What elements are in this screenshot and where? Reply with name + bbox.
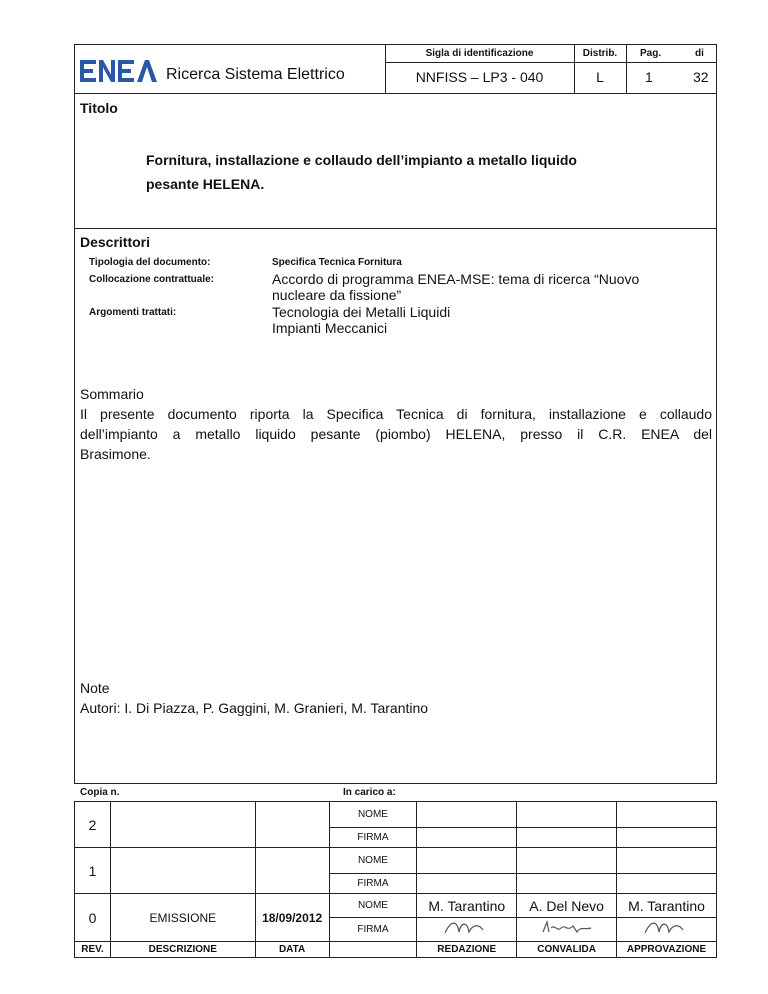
footer-empty (329, 942, 417, 958)
rev-number: 0 (75, 894, 111, 942)
redazione-signature (417, 918, 517, 942)
table-footer-row (75, 942, 717, 958)
descrittori-label: Descrittori (80, 234, 151, 250)
cell (417, 874, 517, 894)
footer-approvazione: APPROVAZIONE (617, 942, 717, 958)
of-value: 32 (693, 69, 709, 85)
cell (617, 848, 717, 874)
title-divider (74, 228, 717, 229)
note-label: Note (80, 680, 110, 696)
cell (517, 874, 617, 894)
title-line-2: pesante HELENA. (146, 176, 265, 192)
desc-val-argomenti-2: Impianti Meccanici (272, 320, 388, 336)
convalida-signature (517, 918, 617, 942)
nome-label: NOME (329, 894, 417, 918)
rev-number: 1 (75, 848, 111, 894)
rev-date (255, 802, 329, 848)
rev-number: 2 (75, 802, 111, 848)
signature-icon (437, 918, 497, 938)
title-line-1: Fornitura, installazione e collaudo dell’impianto a metallo liquido (146, 152, 577, 168)
nome-label: NOME (329, 848, 417, 874)
convalida-name: A. Del Nevo (517, 894, 617, 918)
rev-date (255, 848, 329, 894)
header-label-line (385, 62, 717, 63)
cell (417, 828, 517, 848)
approvazione-name: M. Tarantino (617, 894, 717, 918)
title-label: Titolo (80, 100, 118, 116)
approvazione-signature (617, 918, 717, 942)
rev-desc (110, 802, 255, 848)
rev-desc: EMISSIONE (110, 894, 255, 942)
cell (417, 848, 517, 874)
footer-redazione: REDAZIONE (417, 942, 517, 958)
signature-icon (637, 918, 697, 938)
sommario-line-1: Il presente documento riporta la Specifica Tecnica di fornitura, installazione e collaudo (80, 406, 712, 422)
rev-desc (110, 848, 255, 894)
footer-convalida: CONVALIDA (517, 942, 617, 958)
distrib-value: L (596, 69, 604, 85)
rev-date: 18/09/2012 (255, 894, 329, 942)
table-row (75, 802, 717, 828)
of-label: di (695, 48, 704, 59)
page-value: 1 (645, 69, 653, 85)
program-name: Ricerca Sistema Elettrico (166, 66, 345, 83)
footer-desc: DESCRIZIONE (110, 942, 255, 958)
table-row (75, 848, 717, 874)
desc-val-argomenti-1: Tecnologia dei Metalli Liquidi (272, 304, 451, 320)
desc-val-tipologia: Specifica Tecnica Fornitura (272, 257, 402, 268)
nome-label: NOME (329, 802, 417, 828)
id-label: Sigla di identificazione (425, 48, 534, 59)
sommario-line-3: Brasimone. (80, 446, 151, 462)
desc-key-collocazione: Collocazione contrattuale: (89, 274, 215, 285)
cell (517, 802, 617, 828)
header-divider (74, 93, 717, 94)
page-label: Pag. (640, 48, 662, 59)
copia-label: Copia n. (80, 787, 120, 798)
footer-date: DATA (255, 942, 329, 958)
id-value: NNFISS – LP3 - 040 (415, 69, 544, 85)
cell (617, 874, 717, 894)
sommario-line-2: dell’impianto a metallo liquido pesante (piombo) HELENA, presso il C.R. ENEA del (80, 426, 712, 442)
carico-label: In carico a: (343, 787, 396, 798)
table-row (75, 894, 717, 918)
revision-table (74, 801, 717, 958)
desc-val-collocazione-1: Accordo di programma ENEA-MSE: tema di ricerca “Nuovo (272, 271, 640, 287)
desc-key-tipologia: Tipologia del documento: (89, 257, 211, 268)
cell (617, 828, 717, 848)
firma-label: FIRMA (329, 918, 417, 942)
sommario-text (80, 404, 712, 464)
cell (417, 802, 517, 828)
firma-label: FIRMA (329, 874, 417, 894)
distrib-label: Distrib. (582, 48, 618, 59)
header-sep-3 (626, 44, 627, 94)
note-text: Autori: I. Di Piazza, P. Gaggini, M. Granieri, M. Tarantino (80, 700, 429, 716)
cell (517, 848, 617, 874)
firma-label: FIRMA (329, 828, 417, 848)
desc-val-collocazione-2: nucleare da fissione” (272, 287, 402, 303)
sommario-label: Sommario (80, 386, 144, 402)
cell (617, 802, 717, 828)
signature-icon (537, 918, 597, 938)
desc-key-argomenti: Argomenti trattati: (89, 307, 177, 318)
enea-logo-icon (80, 60, 158, 84)
cell (517, 828, 617, 848)
redazione-name: M. Tarantino (417, 894, 517, 918)
footer-rev: REV. (75, 942, 111, 958)
